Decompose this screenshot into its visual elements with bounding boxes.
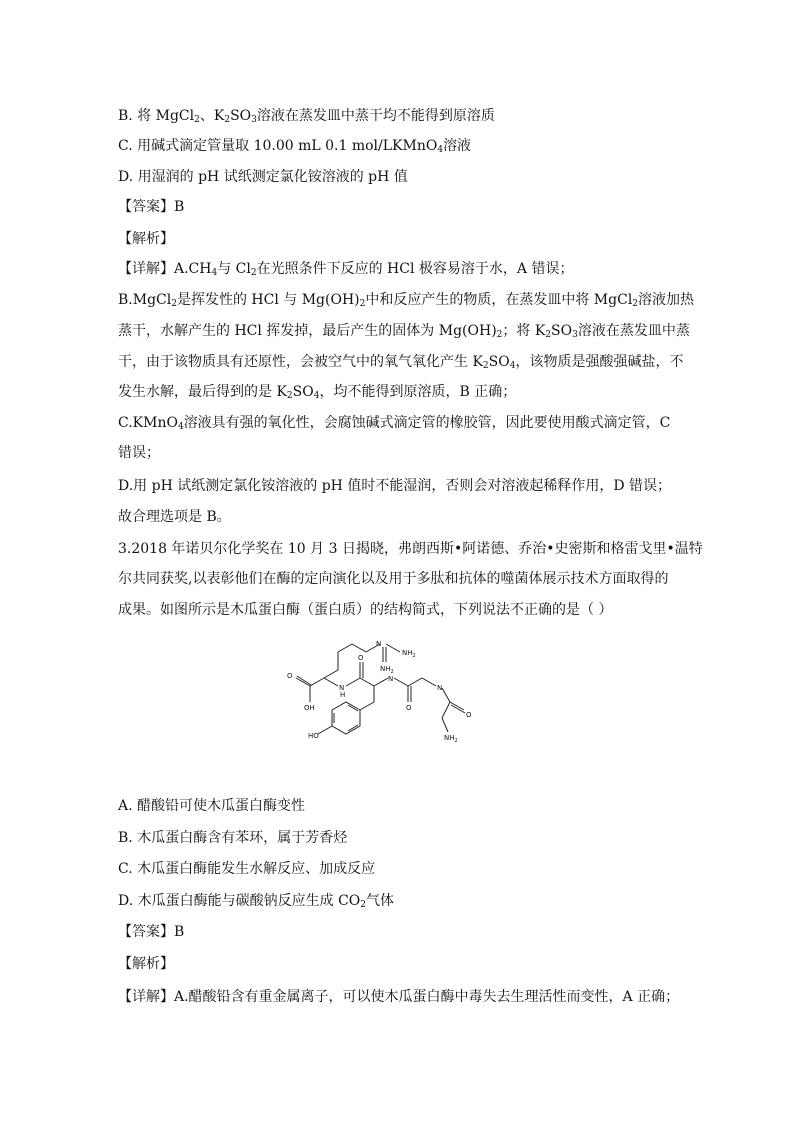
subscript: 2 [632,299,639,309]
text-run: SO [230,108,252,124]
text-line-b [118,107,495,125]
subscript: 4 [211,268,218,278]
label-o2: O [406,704,412,712]
text-run: 发生水解，最后得到的是 K [118,384,287,400]
text-run: 溶液在蒸发皿中蒸干均不能得到原溶质 [256,108,495,124]
text-line-xj2 [118,988,679,1006]
text-line-q2 [118,570,668,588]
text-line-xj1 [118,260,573,278]
subscript: 4 [509,361,516,371]
text-run: 中和反应产生的物质，在蒸发皿中将 MgCl [365,292,633,308]
text-line-e8 [118,508,231,526]
text-run: 成果。如图所示是木瓜蛋白酶（蛋白质）的结构简式，下列说法不正确的是（ ） [118,602,613,618]
text-run: 【详解】A.CH [118,261,212,277]
text-run: 蒸干，水解产生的 HCl 挥发掉，最后产生的固体为 Mg(OH) [118,323,497,339]
text-run: C. 用碱式滴定管量取 10.00 mL 0.1 mol/LKMnO [118,138,438,154]
text-run: 溶液在蒸发皿中蒸 [577,323,690,339]
text-line-q1 [118,540,703,558]
text-run: ，该物质是强酸强碱盐，不 [515,354,684,370]
structural-formula [282,630,512,780]
text-line-oc [118,860,375,878]
subscript: 2 [496,330,503,340]
text-line-c [118,137,471,155]
text-line-e1 [118,291,694,309]
text-run: 与 Cl [217,261,251,277]
text-run: 【答案】B [118,199,185,215]
text-line-jx2 [118,955,174,973]
subscript: 3 [572,330,578,340]
subscript: 3 [251,115,257,125]
text-run: 在光照条件下反应的 HCl 极容易溶于水，A 错误； [256,261,574,277]
label-nh2-guanidine: $NH_2$ [380,665,394,675]
text-line-od [118,892,394,910]
text-run: 干，由于该物质具有还原性，会被空气中的氧气氧化产生 K [118,354,483,370]
label-n-amide2: N [388,675,394,683]
text-run: SO [488,354,510,370]
text-line-e2 [118,322,690,340]
subscript: 2 [171,299,177,309]
text-run: D. 用湿润的 pH 试纸测定氯化铵溶液的 pH 值 [118,169,408,185]
text-line-ans2 [118,923,184,941]
text-line-e4 [118,383,516,401]
text-run: ，均不能得到原溶质，B 正确； [319,384,517,400]
subscript: 2 [286,391,293,401]
text-run: A. 醋酸铅可使木瓜蛋白酶变性 [118,798,306,814]
subscript: 2 [360,900,366,910]
text-run: 溶液加热 [638,292,695,308]
text-run: SO [551,323,573,339]
text-run: C.KMnO [118,415,178,431]
text-line-q3 [118,601,612,619]
text-run: 溶液 [443,138,472,154]
text-run: 尔共同获奖,以表彰他们在酶的定向演化以及用于多肽和抗体的噬菌体展示技术方面取得的 [118,571,669,587]
text-run: 3.2018 年诺贝尔化学奖在 10 月 3 日揭晓，弗朗西斯•阿诺德、乔治•史密斯和格雷戈里•温特 [118,541,703,557]
text-run: SO [292,384,314,400]
subscript: 2 [250,268,257,278]
text-run: 【解析】 [118,956,174,972]
text-run: 是挥发性的 HCl 与 Mg(OH) [176,292,360,308]
label-n-amide1: N [339,684,345,692]
text-run: 、K [199,108,225,124]
text-line-jx1 [118,230,174,248]
text-line-oa [118,797,305,815]
text-run: 【答案】B [118,924,185,940]
text-run: B. 木瓜蛋白酶含有苯环，属于芳香烃 [118,830,348,846]
text-line-e5 [118,414,670,432]
subscript: 2 [224,115,231,125]
subscript: 2 [359,299,366,309]
text-run: 溶液具有强的氧化性，会腐蚀碱式滴定管的橡胶管，因此要使用酸式滴定管，C [183,415,671,431]
text-run: B. 将 MgCl [118,108,195,124]
subscript: 2 [194,115,200,125]
label-o-acid: O [287,672,293,680]
text-run: 【详解】A.醋酸铅含有重金属离子，可以使木瓜蛋白酶中毒失去生理活性而变性，A 正确； [118,989,680,1005]
text-line-e3 [118,353,683,371]
text-run: 错误； [118,445,160,461]
label-h-amide1: H [340,691,346,699]
text-run: 【解析】 [118,231,174,247]
text-run: C. 木瓜蛋白酶能发生水解反应、加成反应 [118,861,376,877]
label-ho: HO [308,732,319,740]
text-run: D.用 pH 试纸测定氯化铵溶液的 pH 值时不能湿润，否则会对溶液起稀释作用，D 错误； [118,478,671,494]
label-n-amide3: N [437,684,443,692]
text-line-e6 [118,444,160,462]
label-nh2-top: $NH_2$ [402,649,416,659]
label-n-top: N [376,640,382,648]
text-line-e7 [118,477,671,495]
subscript: 2 [482,361,489,371]
label-nh2-end: $NH_2$ [444,734,458,744]
text-run: D. 木瓜蛋白酶能与碳酸钠反应生成 CO [118,893,361,909]
subscript: 2 [545,330,552,340]
subscript: 4 [177,422,184,432]
text-run: 故合理选项是 B。 [118,509,231,525]
text-line-d [118,168,408,186]
text-run: B.MgCl [118,292,172,308]
text-run: ；将 K [502,323,546,339]
subscript: 4 [437,145,444,155]
text-line-ob [118,829,347,847]
label-oh-acid: OH [304,704,315,712]
subscript: 4 [313,391,320,401]
label-o3: O [466,711,472,719]
papain-structure-diagram [282,630,512,780]
text-run: 气体 [366,893,394,909]
text-line-ans1 [118,198,184,216]
label-o1: O [358,654,364,662]
